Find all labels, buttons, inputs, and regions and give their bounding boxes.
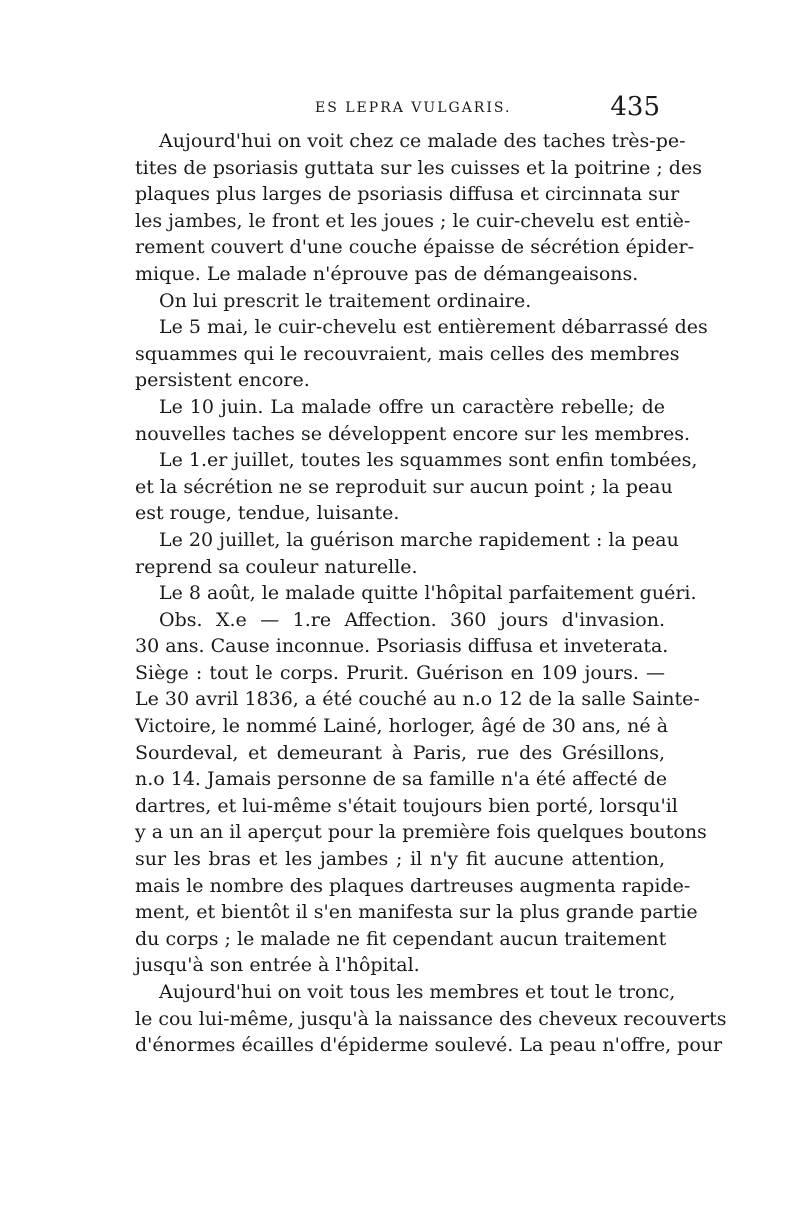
- text-line: y a un an il aperçut pour la première fois quelques boutons: [135, 821, 707, 844]
- running-title: ES LEPRA VULGARIS.: [315, 100, 512, 116]
- text-line: Siège : tout le corps. Prurit. Guérison en 109 jours. —: [135, 661, 665, 684]
- text-line: est rouge, tendue, luisante.: [135, 502, 400, 525]
- text-line: rement couvert d'une couche épaisse de sécrétion épider-: [135, 236, 694, 259]
- text-line: d'énormes écailles d'épiderme soulevé. La peau n'offre, pour: [135, 1034, 723, 1057]
- text-line: 30 ans. Cause inconnue. Psoriasis diffusa et inveterata.: [135, 635, 669, 658]
- text-line: Le 8 août, le malade quitte l'hôpital parfaitement guéri.: [159, 582, 697, 605]
- text-line: Le 30 avril 1836, a été couché au n.o 12 de la salle Sainte-: [135, 688, 700, 711]
- text-line: persistent encore.: [135, 369, 310, 392]
- text-line: Le 20 juillet, la guérison marche rapidement : la peau: [159, 528, 679, 551]
- text-line: Le 5 mai, le cuir-chevelu est entièrement débarrassé des: [159, 316, 708, 339]
- text-line: et la sécrétion ne se reproduit sur aucun point ; la peau: [135, 475, 673, 498]
- text-line: Aujourd'hui on voit tous les membres et tout le tronc,: [159, 981, 676, 1003]
- text-line: sur les bras et les jambes ; il n'y fit aucune attention,: [135, 848, 665, 871]
- text-line: tites de psoriasis guttata sur les cuisses et la poitrine ; des: [135, 156, 702, 179]
- text-line: ment, et bientôt il s'en manifesta sur la plus grande partie: [135, 901, 698, 924]
- text-line: jusqu'à son entrée à l'hôpital.: [135, 954, 420, 977]
- text-line: Sourdeval, et demeurant à Paris, rue des Grésillons,: [135, 741, 665, 764]
- text-line: Obs. X.e — 1.re Affection. 360 jours d'invasion.: [159, 608, 665, 631]
- text-line: n.o 14. Jamais personne de sa famille n'a été affecté de: [135, 768, 668, 791]
- body-text: [135, 128, 727, 1059]
- text-line: nouvelles taches se développent encore sur les membres.: [135, 422, 691, 445]
- text-line: du corps ; le malade ne fit cependant aucun traitement: [135, 927, 667, 950]
- text-line: reprend sa couleur naturelle.: [135, 555, 418, 578]
- text-line: squammes qui le recouvraient, mais celles des membres: [135, 342, 680, 365]
- text-line: le cou lui-même, jusqu'à la naissance des cheveux recouverts: [135, 1007, 727, 1030]
- text-line: mais le nombre des plaques dartreuses augmenta rapide-: [135, 874, 691, 897]
- text-line: Aujourd'hui on voit chez ce malade des taches très-pe-: [159, 130, 686, 152]
- text-line: plaques plus larges de psoriasis diffusa et circinnata sur: [135, 183, 680, 206]
- text-line: dartres, et lui-même s'était toujours bien porté, lorsqu'il: [135, 794, 678, 817]
- text-line: mique. Le malade n'éprouve pas de démangeaisons.: [135, 262, 639, 285]
- text-line: Victoire, le nommé Lainé, horloger, âgé de 30 ans, né à: [135, 715, 669, 738]
- text-line: les jambes, le front et les joues ; le cuir-chevelu est entiè-: [135, 209, 691, 232]
- text-line: Le 10 juin. La malade offre un caractère rebelle; de: [159, 395, 665, 418]
- page-header: [135, 92, 660, 126]
- text-line: On lui prescrit le traitement ordinaire.: [159, 289, 532, 312]
- text-line: Le 1.er juillet, toutes les squammes sont enfin tombées,: [159, 449, 698, 472]
- page-number: 435: [610, 92, 660, 122]
